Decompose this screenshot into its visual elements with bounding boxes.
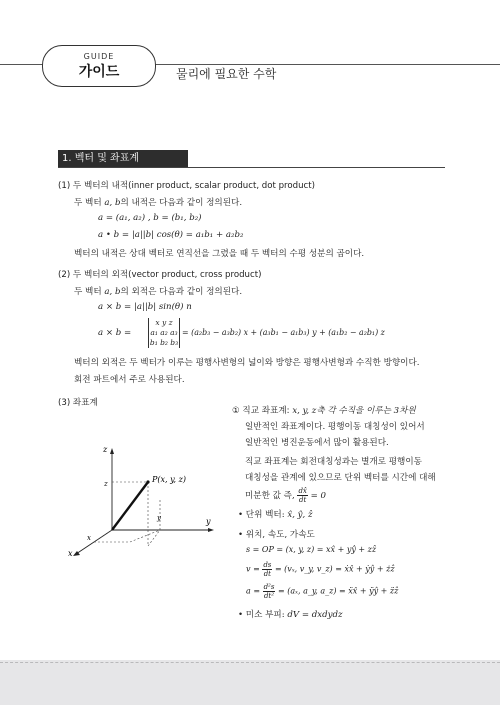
- z-arrow-icon: [110, 448, 114, 454]
- z-tick-label: z: [104, 480, 108, 488]
- coords-para-line3: [245, 487, 326, 504]
- cross-determinant: [148, 318, 180, 348]
- inner-intro-vectors: a, b: [104, 198, 121, 208]
- unit-vectors-line: [238, 508, 313, 520]
- z-axis-label: z: [103, 445, 108, 454]
- velocity-num: ds: [263, 561, 272, 569]
- volume-line: [238, 608, 342, 620]
- inner-note: 벡터의 내적은 상대 벡터로 연직선을 그렸을 때 두 벡터의 수평 성분의 곱이다.: [74, 249, 365, 259]
- derivative-num: dx̂: [298, 487, 307, 495]
- coords-para-line1: 직교 좌표계는 회전대칭성과는 별개로 평행이동: [245, 457, 422, 467]
- position-vector: [112, 482, 148, 530]
- velocity-lhs: v =: [246, 564, 260, 574]
- inner-eq-components: a = (a₁, a₂) , b = (b₁, b₂): [98, 213, 202, 223]
- acceleration-den: dt²: [263, 592, 275, 600]
- coords-item-label: ① 직교 좌표계:: [232, 406, 290, 416]
- acceleration-rhs: = (aₓ, a_y, a_z) = ẍx̂ + ÿŷ + z̈ẑ: [278, 586, 399, 596]
- inner-intro: [74, 196, 242, 208]
- outer-note-1: 벡터의 외적은 두 벡터가 이루는 평행사변형의 넓이와 방향은 평행사변형과 수직한 방향이다.: [74, 358, 420, 368]
- position-eq: s = OP = (x, y, z) = xx̂ + yŷ + zẑ: [246, 545, 377, 554]
- point-p: [146, 480, 149, 483]
- inner-intro-suffix: 의 내적은 다음과 같이 정의된다.: [120, 198, 243, 208]
- x-axis-label: x: [68, 549, 73, 558]
- det-row-a: a₁ a₂ a₃: [150, 328, 178, 337]
- inner-eq-definition: a • b = |a||b| cos(θ) = a₁b₁ + a₂b₂: [98, 230, 244, 240]
- cartesian-diagram: [60, 440, 230, 560]
- outer-note-2: 회전 파트에서 주로 사용된다.: [74, 375, 185, 385]
- page-bottom-margin: [0, 660, 500, 705]
- coords-item-line2: 일반적인 좌표계이다. 평행이동 대칭성이 있어서: [245, 422, 425, 432]
- coords-item-line1: [232, 404, 416, 416]
- volume-label: • 미소 부피:: [238, 610, 285, 620]
- section-title: 1. 벡터 및 좌표계: [58, 150, 188, 167]
- coords-item-line3: 일반적인 병진운동에서 많이 활용된다.: [245, 438, 389, 448]
- guide-big-label: 가이드: [78, 64, 120, 80]
- para3-prefix: 미분한 값 즉,: [245, 491, 295, 501]
- guide-small-label: GUIDE: [83, 52, 115, 61]
- outer-eq-lhs: a × b =: [98, 328, 132, 338]
- pva-label: • 위치, 속도, 가속도: [238, 530, 315, 540]
- point-p-label: P(x, y, z): [152, 475, 186, 484]
- page-title: 물리에 필요한 수학: [176, 67, 277, 81]
- acceleration-fraction: [263, 583, 276, 600]
- derivative-fraction: [297, 487, 307, 504]
- acceleration-lhs: a =: [246, 586, 261, 596]
- acceleration-eq: [246, 583, 398, 600]
- volume-eq: dV = dxdydz: [287, 610, 343, 620]
- outer-eq-magnitude: a × b = |a||b| sin(θ) n: [98, 302, 192, 312]
- outer-intro-suffix: 의 외적은 다음과 같이 정의된다.: [120, 287, 243, 297]
- outer-intro-prefix: 두 벡터: [74, 287, 102, 297]
- velocity-rhs: = (vₓ, v_y, v_z) = ẋx̂ + ẏŷ + żẑ: [274, 564, 395, 574]
- coords-heading: (3) 좌표계: [58, 398, 98, 408]
- coords-para-line2: 대칭성을 관계에 있으므로 단위 벡터를 시간에 대해: [245, 473, 436, 483]
- det-row-b: b₁ b₂ b₃: [149, 338, 179, 347]
- outer-eq-rhs: = (a₂b₃ − a₃b₂) x + (a₃b₁ − a₁b₃) y + (a₁b₂ − a₂b₁) z: [182, 328, 385, 337]
- inner-intro-prefix: 두 벡터: [74, 198, 102, 208]
- acceleration-num: d²s: [263, 583, 275, 591]
- velocity-den: dt: [263, 570, 271, 578]
- section-underline: [58, 167, 445, 168]
- det-row-unit: x y z: [155, 318, 173, 327]
- y-axis-label: y: [206, 517, 211, 526]
- velocity-eq: [246, 561, 395, 578]
- projection-lines: [94, 482, 160, 546]
- derivative-den: dt: [299, 496, 307, 504]
- coords-item-text1: x, y, z축 각 수직을 이루는 3차원: [292, 406, 416, 416]
- outer-intro: [74, 285, 242, 297]
- unit-vectors-values: x̂, ŷ, ẑ: [287, 510, 313, 520]
- outer-intro-vectors: a, b: [104, 287, 121, 297]
- outer-heading: (2) 두 벡터의 외적(vector product, cross product): [58, 270, 262, 280]
- y-tick-label: y: [157, 514, 161, 522]
- guide-badge: [42, 45, 156, 87]
- x-tick-label: x: [87, 534, 91, 542]
- inner-heading: (1) 두 벡터의 내적(inner product, scalar product, dot product): [58, 181, 316, 191]
- unit-vectors-label: • 단위 벡터:: [238, 510, 285, 520]
- derivative-eq: = 0: [310, 491, 327, 501]
- y-arrow-icon: [208, 528, 214, 532]
- velocity-fraction: [262, 561, 272, 578]
